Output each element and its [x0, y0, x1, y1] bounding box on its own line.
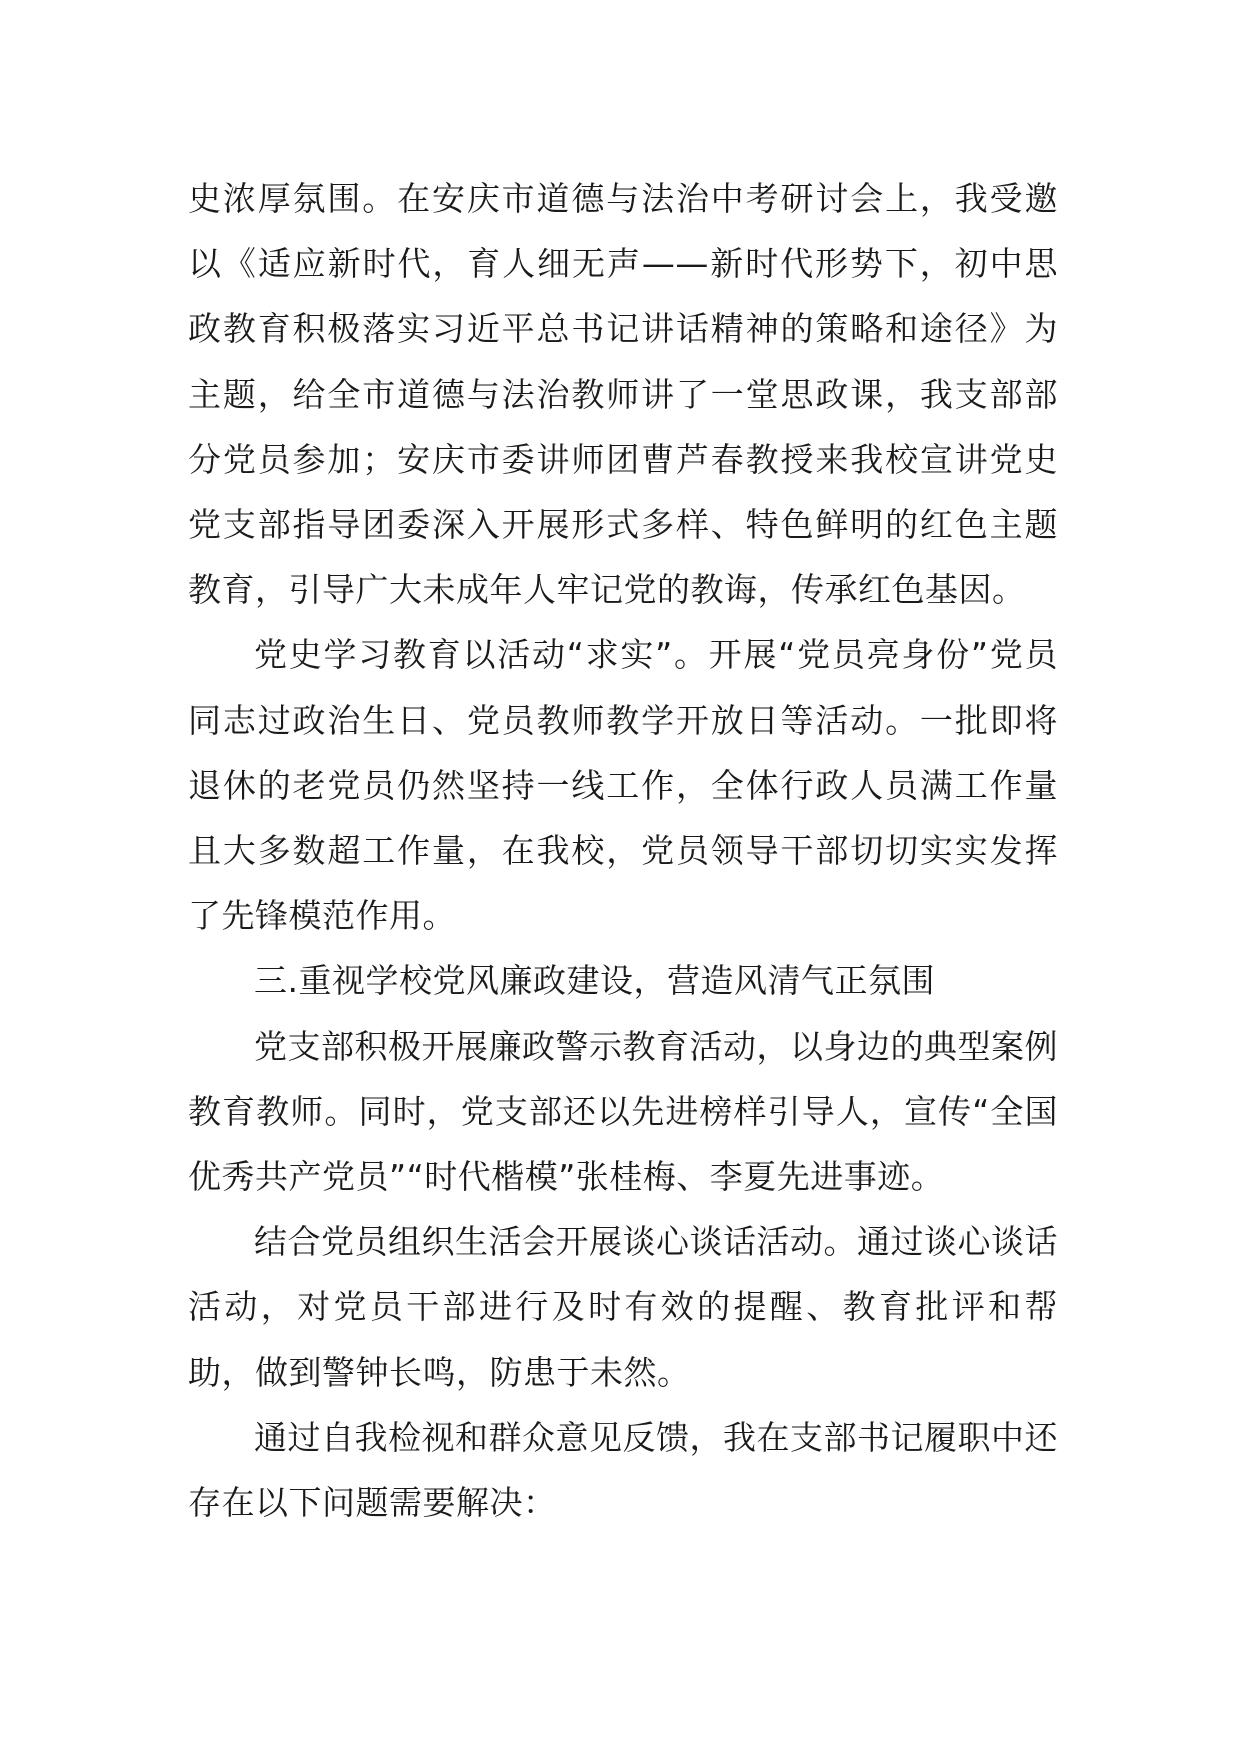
paragraph-2: 党史学习教育以活动“求实”。开展“党员亮身份”党员同志过政治生日、党员教师教学开放日等活动。一批即将退休的老党员仍然坚持一线工作，全体行政人员满工作量且大多数超工作量，在我校，党员领导干部切切实实发挥了先锋模范作用。: [188, 635, 1058, 936]
body-text: [188, 166, 1058, 1535]
paragraph-4: 党支部积极开展廉政警示教育活动，以身边的典型案例教育教师。同时，党支部还以先进榜样引导人，宣传“全国优秀共产党员”“时代楷模”张桂梅、李夏先进事迹。: [188, 1026, 1058, 1197]
section-heading: 三.重视学校党风廉政建设，营造风清气正氛围: [254, 961, 935, 1001]
paragraph-6: 通过自我检视和群众意见反馈，我在支部书记履职中还存在以下问题需要解决：: [188, 1417, 1058, 1523]
paragraph-5: 结合党员组织生活会开展谈心谈话活动。通过谈心谈话活动，对党员干部进行及时有效的提醒、教育批评和帮助，做到警钟长鸣，防患于未然。: [188, 1222, 1058, 1392]
paragraph-1: 史浓厚氛围。在安庆市道德与法治中考研讨会上，我受邀以《适应新时代，育人细无声——新时代形势下，初中思政教育积极落实习近平总书记讲话精神的策略和途径》为主题，给全市道德与法治教师讲了一堂思政课，我支部部分党员参加；安庆市委讲师团曹芦春教授来我校宣讲党史党支部指导团委深入开展形式多样、特色鲜明的红色主题教育，引导广大未成年人牢记党的教诲，传承红色基因。: [188, 179, 1058, 610]
